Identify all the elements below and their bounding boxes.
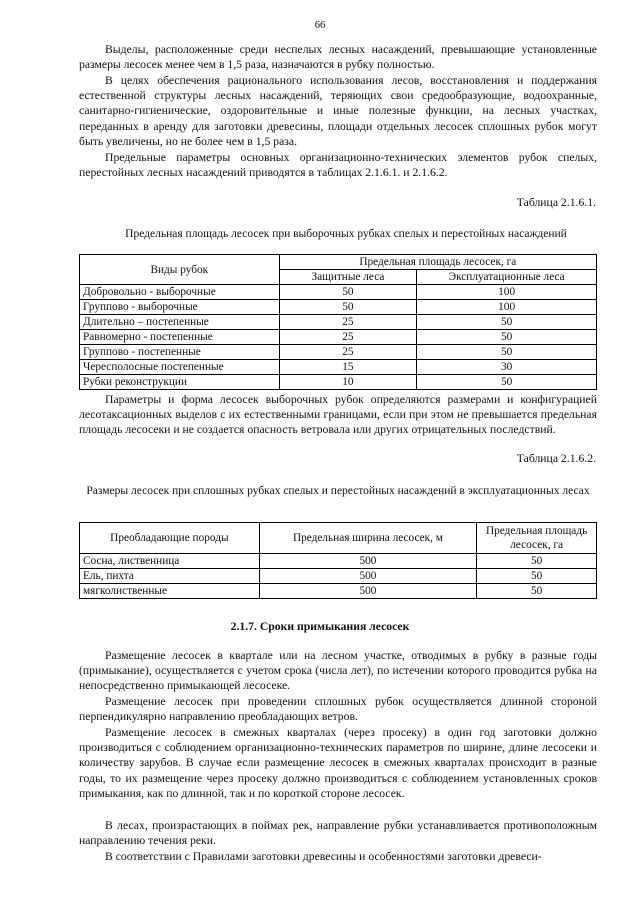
table-row (80, 285, 597, 300)
table-row (80, 300, 597, 315)
cutting-area-table (79, 254, 597, 390)
cell-protective: 25 (279, 315, 417, 330)
cell-width: 500 (259, 584, 476, 599)
paragraph: Выделы, расположенные среди неспелых лесных насаждений, превышающие установленные размеры лесосек менее чем в 1,5 раза, назначаются в рубку полностью. (79, 43, 597, 72)
table-label: Таблица 2.1.6.1. (516, 196, 596, 209)
cell-exploitation: 50 (417, 330, 597, 345)
cell-species: Сосна, лиственница (80, 554, 260, 569)
column-header: Предельная ширина лесосек, м (259, 523, 476, 554)
paragraph: Параметры и форма лесосек выборочных рубок определяются размерами и конфигурацией лесотаксационных выделов с их естественными границами, если при этом не превышается предельная площадь лесосеки и не создается опасность ветровала или других отрицательных последствий. (79, 393, 597, 437)
section-heading: 2.1.7. Сроки примыкания лесосек (230, 620, 410, 633)
table-caption: Предельная площадь лесосек при выборочных рубках спелых и перестойных насаждений (125, 228, 567, 240)
paragraph: Размещение лесосек при проведении сплошных рубок осуществляется длинной стороной перпендикулярно направлению преобладающих ветров. (79, 695, 597, 724)
table-row (80, 569, 597, 584)
cell-area: 50 (477, 584, 597, 599)
cell-cutting-type: Группово - постепенные (80, 345, 280, 360)
paragraph: Размещение лесосек в квартале или на лесном участке, отводимых в рубку в разные годы (примыкание), осуществляется с учетом срока (числа лет), по истечении которого проводится рубка на непосредственно примыкающей лесосеке. (79, 649, 597, 693)
cell-cutting-type: Добровольно - выборочные (80, 285, 280, 300)
cell-cutting-type: Группово - выборочные (80, 300, 280, 315)
table-row (80, 584, 597, 599)
table-row (80, 360, 597, 375)
table-header-row (80, 255, 597, 270)
paragraph: В соответствии с Правилами заготовки древесины и особенностями заготовки древеси- (105, 850, 542, 863)
paragraph: В лесах, произрастающих в поймах рек, направление рубки устанавливается противоположным направлению течения реки. (79, 819, 597, 848)
cell-exploitation: 50 (417, 375, 597, 390)
table-row (80, 554, 597, 569)
cell-protective: 15 (279, 360, 417, 375)
cell-cutting-type: Рубки реконструкции (80, 375, 280, 390)
cell-cutting-type: Равномерно - постепенные (80, 330, 280, 345)
cell-exploitation: 50 (417, 345, 597, 360)
table-label: Таблица 2.1.6.2. (516, 452, 596, 465)
paragraph: Предельные параметры основных организационно-технических элементов рубок спелых, перестойных лесных насаждений приводятся в таблицах 2.1.6.1. и 2.1.6.2. (79, 151, 597, 180)
table-row (80, 315, 597, 330)
cell-protective: 25 (279, 330, 417, 345)
paragraph: В целях обеспечения рационального использования лесов, восстановления и поддержания естественной структуры лесных насаждений, теряющих свои средообразующие, водоохранные, санитарно-гигиенические, оздоровительные и иные полезные функции, на лесных участках, переданных в аренду для заготовки древесины, площади отдельных лесосек сплошных рубок могут быть увеличены, но не более чем в 1,5 раза. (79, 74, 597, 148)
table-row (80, 375, 597, 390)
table-row (80, 330, 597, 345)
cell-protective: 50 (279, 285, 417, 300)
column-header: Эксплуатационные леса (417, 270, 597, 285)
table-header-row (80, 523, 597, 554)
cell-cutting-type: Длительно – постепенные (80, 315, 280, 330)
cell-species: мягколиственные (80, 584, 260, 599)
cell-exploitation: 100 (417, 300, 597, 315)
table-row (80, 345, 597, 360)
column-header: Защитные леса (279, 270, 417, 285)
cell-exploitation: 100 (417, 285, 597, 300)
cell-protective: 25 (279, 345, 417, 360)
column-group-header: Предельная площадь лесосек, га (279, 255, 596, 270)
cell-cutting-type: Чересполосные постепенные (80, 360, 280, 375)
cell-exploitation: 50 (417, 315, 597, 330)
cell-protective: 50 (279, 300, 417, 315)
table-caption: Размеры лесосек при сплошных рубках спелых и перестойных насаждений в эксплуатационных лесах (86, 485, 590, 497)
page-number: 66 (314, 20, 326, 31)
cell-exploitation: 30 (417, 360, 597, 375)
paragraph: Размещение лесосек в смежных кварталах (через просеку) в один год заготовки должно производиться с соблюдением организационно-технических параметров по ширине, длине лесосеки и количеству зарубов. В случае если размещение лесосек в смежных кварталах происходит в разные годы, то их размещение через просеку должно производиться с соблюдением установленных сроков примыкания, как по длинной, так и по короткой стороне лесосек. (79, 726, 597, 800)
cell-width: 500 (259, 554, 476, 569)
clearcut-size-table (79, 522, 597, 599)
cell-area: 50 (477, 554, 597, 569)
column-header: Предельная площадь лесосек, га (477, 523, 597, 554)
cell-area: 50 (477, 569, 597, 584)
cell-width: 500 (259, 569, 476, 584)
column-header: Виды рубок (80, 255, 280, 285)
cell-species: Ель, пихта (80, 569, 260, 584)
cell-protective: 10 (279, 375, 417, 390)
column-header: Преобладающие породы (80, 523, 260, 554)
